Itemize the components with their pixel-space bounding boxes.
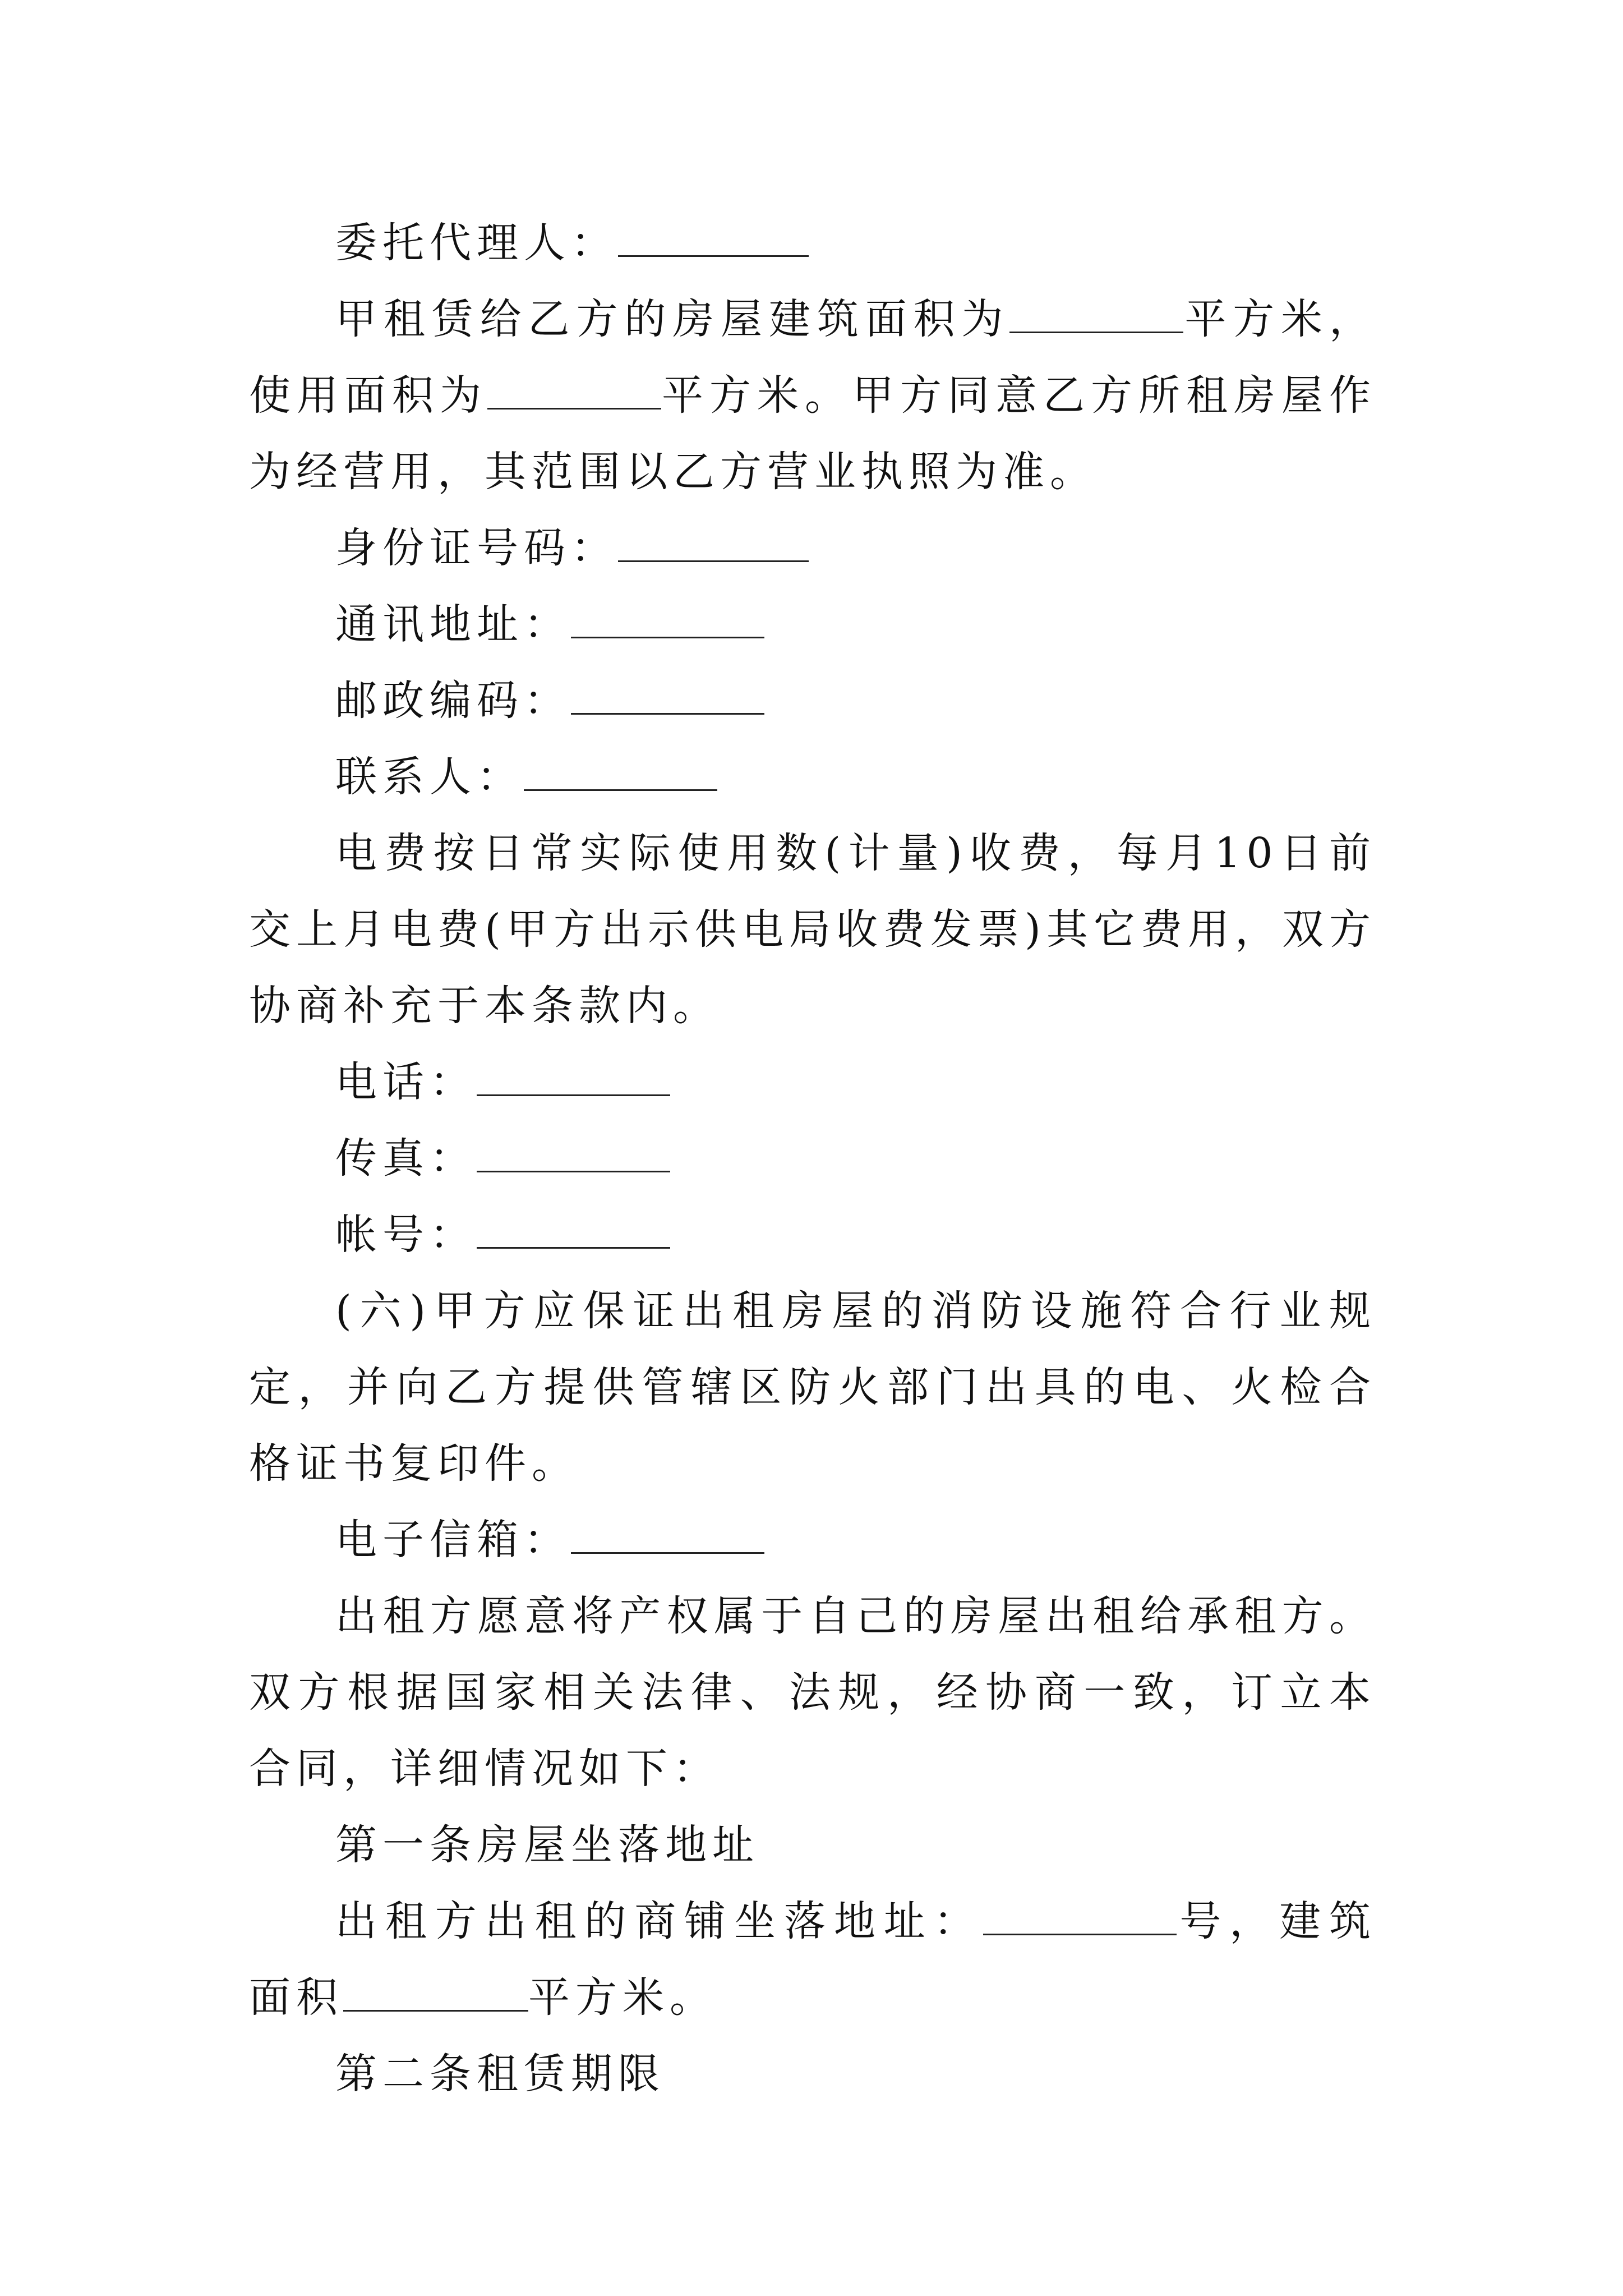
contact-blank <box>524 750 717 791</box>
usable-area-blank <box>487 369 661 409</box>
postcode-line <box>249 662 1376 739</box>
area-paragraph: 甲租赁给乙方的房屋建筑面积为 平方米，使用面积为 平方米。甲方同意乙方所租房屋作为经营用，其范围以乙方营业执照为准。 <box>249 281 1376 510</box>
id-number-label: 身份证号码： <box>335 524 618 572</box>
fax-blank <box>477 1131 670 1172</box>
agent-blank <box>618 216 809 257</box>
address-label: 通讯地址： <box>335 600 571 648</box>
shop-address-blank <box>983 1894 1177 1935</box>
document-page <box>249 205 1376 2112</box>
shop-area-blank <box>343 1971 528 2012</box>
contact-line <box>249 739 1376 815</box>
fire-paragraph: (六)甲方应保证出租房屋的消防设施符合行业规定，并向乙方提供管辖区防火部门出具的电、火检合格证书复印件。 <box>249 1287 1376 1488</box>
id-number-line <box>249 510 1376 586</box>
postcode-blank <box>571 674 764 715</box>
account-label: 帐号： <box>335 1211 477 1259</box>
phone-blank <box>477 1055 670 1096</box>
article1-title: 第一条房屋坐落地址 <box>335 1821 759 1869</box>
phone-label: 电话： <box>335 1058 477 1106</box>
account-blank <box>477 1208 670 1249</box>
agent-line <box>249 205 1376 281</box>
address-line <box>249 586 1376 662</box>
account-line <box>249 1197 1376 1273</box>
phone-line <box>249 1044 1376 1120</box>
building-area-blank <box>1009 292 1183 333</box>
email-line <box>249 1502 1376 1578</box>
postcode-label: 邮政编码： <box>335 677 571 725</box>
contact-label: 联系人： <box>335 753 524 801</box>
id-number-blank <box>618 521 809 562</box>
agent-label: 委托代理人： <box>335 219 618 267</box>
article1-paragraph: 出租方出租的商铺坐落地址： 号，建筑面积 平方米。 <box>249 1883 1376 2036</box>
intro-paragraph: 出租方愿意将产权属于自己的房屋出租给承租方。双方根据国家相关法律、法规，经协商一致，订立本合同，详细情况如下： <box>249 1592 1376 1793</box>
address-blank <box>571 597 764 638</box>
electricity-paragraph: 电费按日常实际使用数(计量)收费，每月10日前交上月电费(甲方出示供电局收费发票)其它费用，双方协商补充于本条款内。 <box>249 829 1376 1030</box>
email-blank <box>571 1513 764 1554</box>
fax-line <box>249 1120 1376 1197</box>
article2-title: 第二条租赁期限 <box>335 2050 665 2098</box>
email-label: 电子信箱： <box>335 1516 571 1564</box>
fax-label: 传真： <box>335 1134 477 1182</box>
